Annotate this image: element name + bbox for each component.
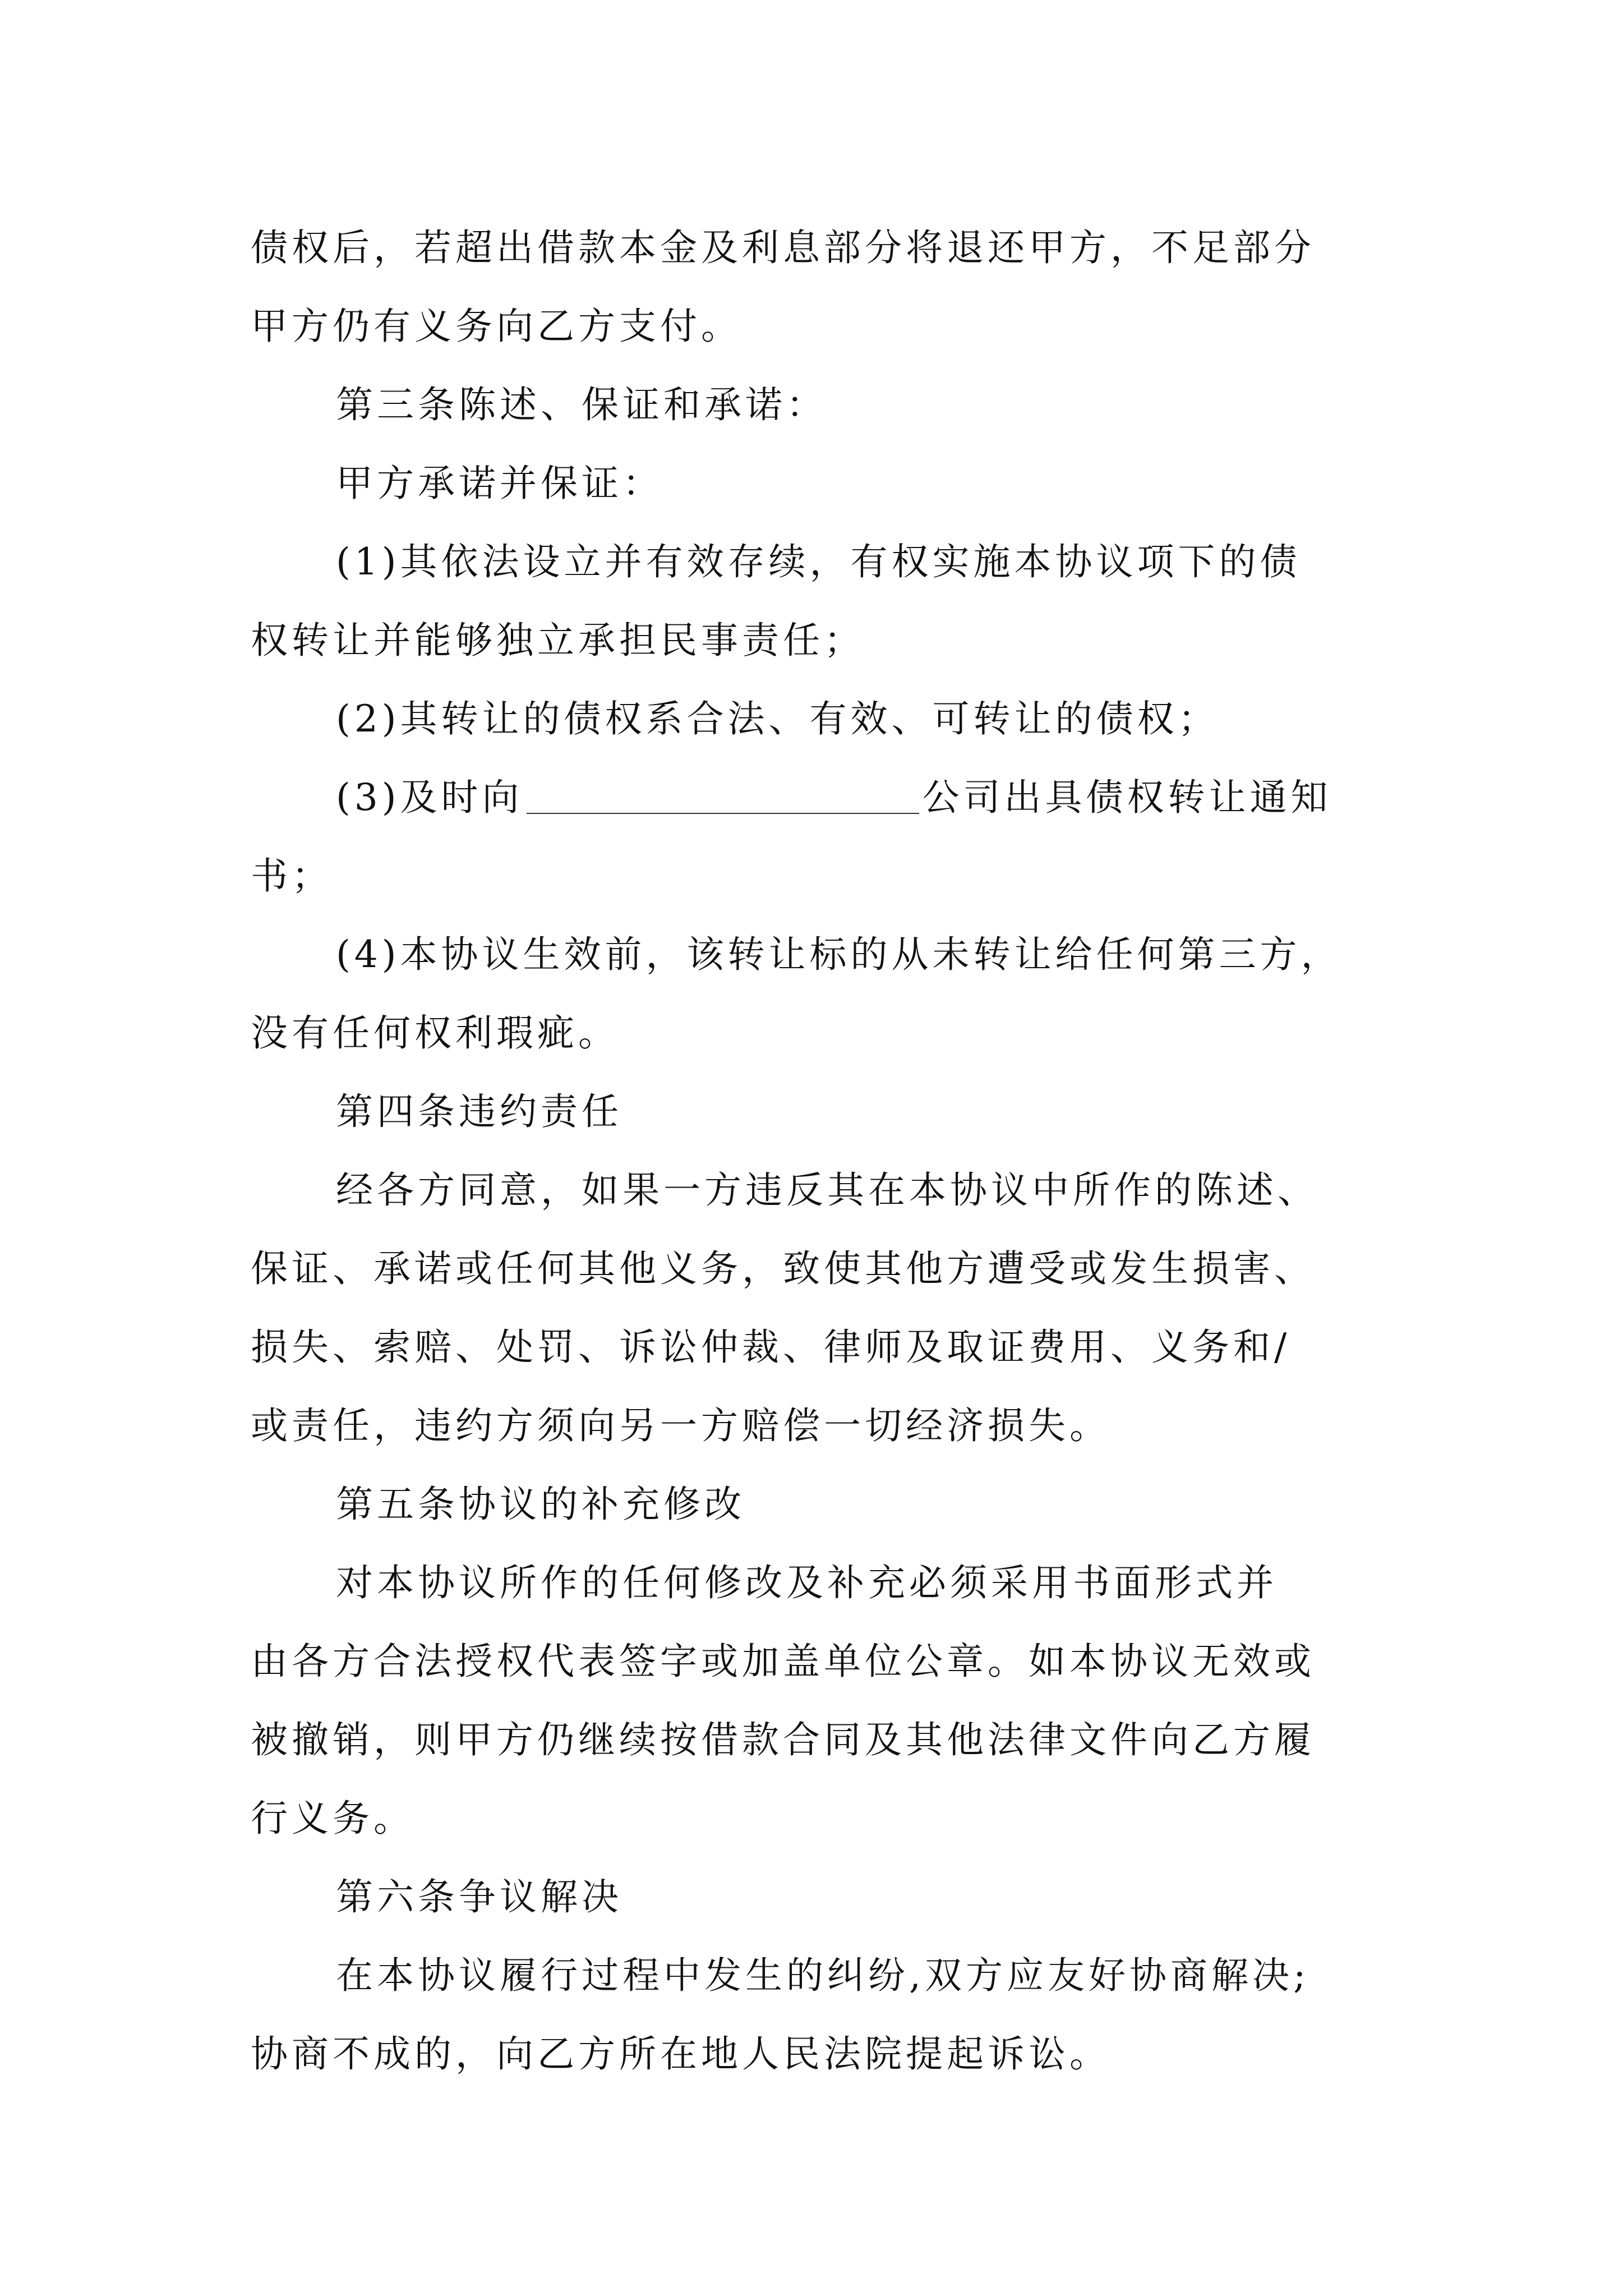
clause-3-line	[251, 758, 1395, 837]
article-5-heading: 第五条协议的补充修改	[336, 1483, 745, 1526]
paragraph-line: 甲方仍有义务向乙方支付。	[251, 305, 742, 348]
paragraph-line: 甲方承诺并保证：	[336, 462, 663, 505]
clause-3-prefix: (3)及时向	[336, 776, 523, 819]
clause-3-suffix: 公司出具债权转让通知	[922, 776, 1332, 819]
clause-1-line: (1)其依法设立并有效存续，有权实施本协议项下的债	[336, 540, 1301, 583]
paragraph-line: 在本协议履行过程中发生的纠纷,双方应友好协商解决;	[336, 1954, 1310, 1997]
paragraph-line: 对本协议所作的任何修改及补充必须采用书面形式并	[336, 1561, 1278, 1604]
paragraph-line: 行义务。	[251, 1797, 414, 1840]
article-4-heading: 第四条违约责任	[336, 1090, 623, 1133]
company-name-blank	[527, 812, 919, 814]
paragraph-line: 由各方合法授权代表签字或加盖单位公章。如本协议无效或	[251, 1640, 1315, 1683]
paragraph-line: 保证、承诺或任何其他义务，致使其他方遭受或发生损害、	[251, 1247, 1315, 1290]
paragraph-line: 经各方同意，如果一方违反其在本协议中所作的陈述、	[336, 1168, 1318, 1212]
paragraph-line: 债权后，若超出借款本金及利息部分将退还甲方，不足部分	[251, 226, 1315, 269]
paragraph-line: 协商不成的，向乙方所在地人民法院提起诉讼。	[251, 2032, 1110, 2076]
paragraph-line: 或责任，违约方须向另一方赔偿一切经济损失。	[251, 1404, 1110, 1447]
clause-4-line: 没有任何权利瑕疵。	[251, 1011, 619, 1055]
clause-4-line: (4)本协议生效前，该转让标的从未转让给任何第三方，	[336, 933, 1342, 976]
clause-1-line: 权转让并能够独立承担民事责任；	[251, 619, 865, 662]
paragraph-line: 损失、索赔、处罚、诉讼仲裁、律师及取证费用、义务和/	[251, 1326, 1291, 1369]
clause-2-line: (2)其转让的债权系合法、有效、可转让的债权；	[336, 697, 1219, 740]
article-6-heading: 第六条争议解决	[336, 1875, 623, 1918]
paragraph-line: 被撤销，则甲方仍继续按借款合同及其他法律文件向乙方履	[251, 1718, 1315, 1761]
clause-3-line: 书；	[251, 854, 333, 898]
article-3-heading: 第三条陈述、保证和承诺：	[336, 383, 827, 426]
document-body	[251, 209, 1395, 2093]
